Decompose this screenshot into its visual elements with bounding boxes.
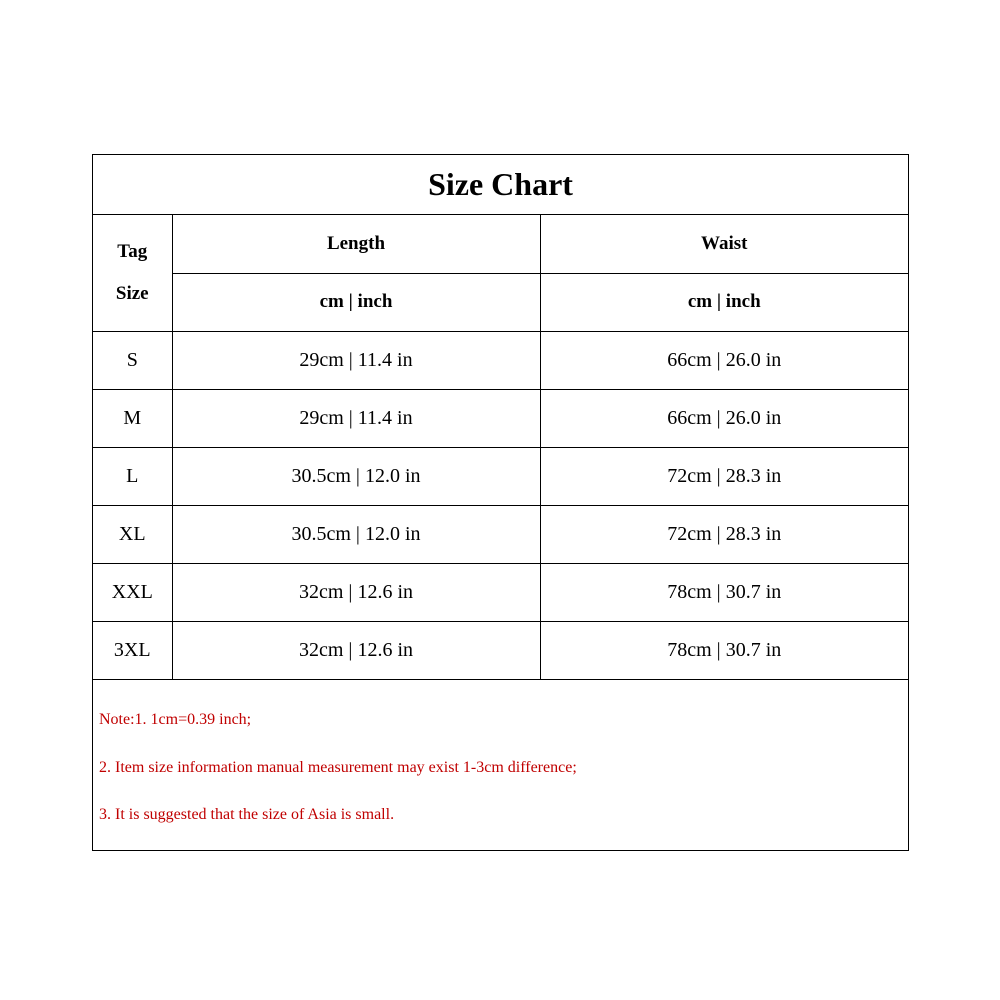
length-cell: 30.5cm | 12.0 in [172,505,540,563]
size-cell: L [93,447,172,505]
size-cell: S [93,331,172,389]
waist-cell: 72cm | 28.3 in [540,505,908,563]
size-table [93,215,908,680]
waist-header: Waist [540,215,908,273]
note-2: 2. Item size information manual measurement may exist 1-3cm difference; [99,759,577,776]
table-row [93,563,908,621]
tag-label: Tag [117,240,148,262]
unit-row [93,273,908,331]
notes-section [93,687,908,850]
waist-cell: 72cm | 28.3 in [540,447,908,505]
chart-title: Size Chart [93,155,908,215]
length-unit: cm | inch [172,273,540,331]
size-cell: XL [93,505,172,563]
table-row [93,505,908,563]
size-cell: 3XL [93,621,172,679]
table-row [93,447,908,505]
length-cell: 29cm | 11.4 in [172,331,540,389]
header-row [93,215,908,273]
tag-size-header [93,215,172,331]
length-cell: 29cm | 11.4 in [172,389,540,447]
size-chart [92,154,909,851]
table-row [93,621,908,679]
waist-cell: 66cm | 26.0 in [540,331,908,389]
length-cell: 30.5cm | 12.0 in [172,447,540,505]
waist-cell: 78cm | 30.7 in [540,563,908,621]
length-header: Length [172,215,540,273]
table-row [93,331,908,389]
waist-unit: cm | inch [540,273,908,331]
length-cell: 32cm | 12.6 in [172,621,540,679]
note-1: Note:1. 1cm=0.39 inch; [99,711,252,728]
table-row [93,389,908,447]
waist-cell: 66cm | 26.0 in [540,389,908,447]
length-cell: 32cm | 12.6 in [172,563,540,621]
size-cell: M [93,389,172,447]
note-3: 3. It is suggested that the size of Asia is small. [99,806,395,823]
waist-cell: 78cm | 30.7 in [540,621,908,679]
size-label: Size [115,282,149,304]
size-cell: XXL [93,563,172,621]
